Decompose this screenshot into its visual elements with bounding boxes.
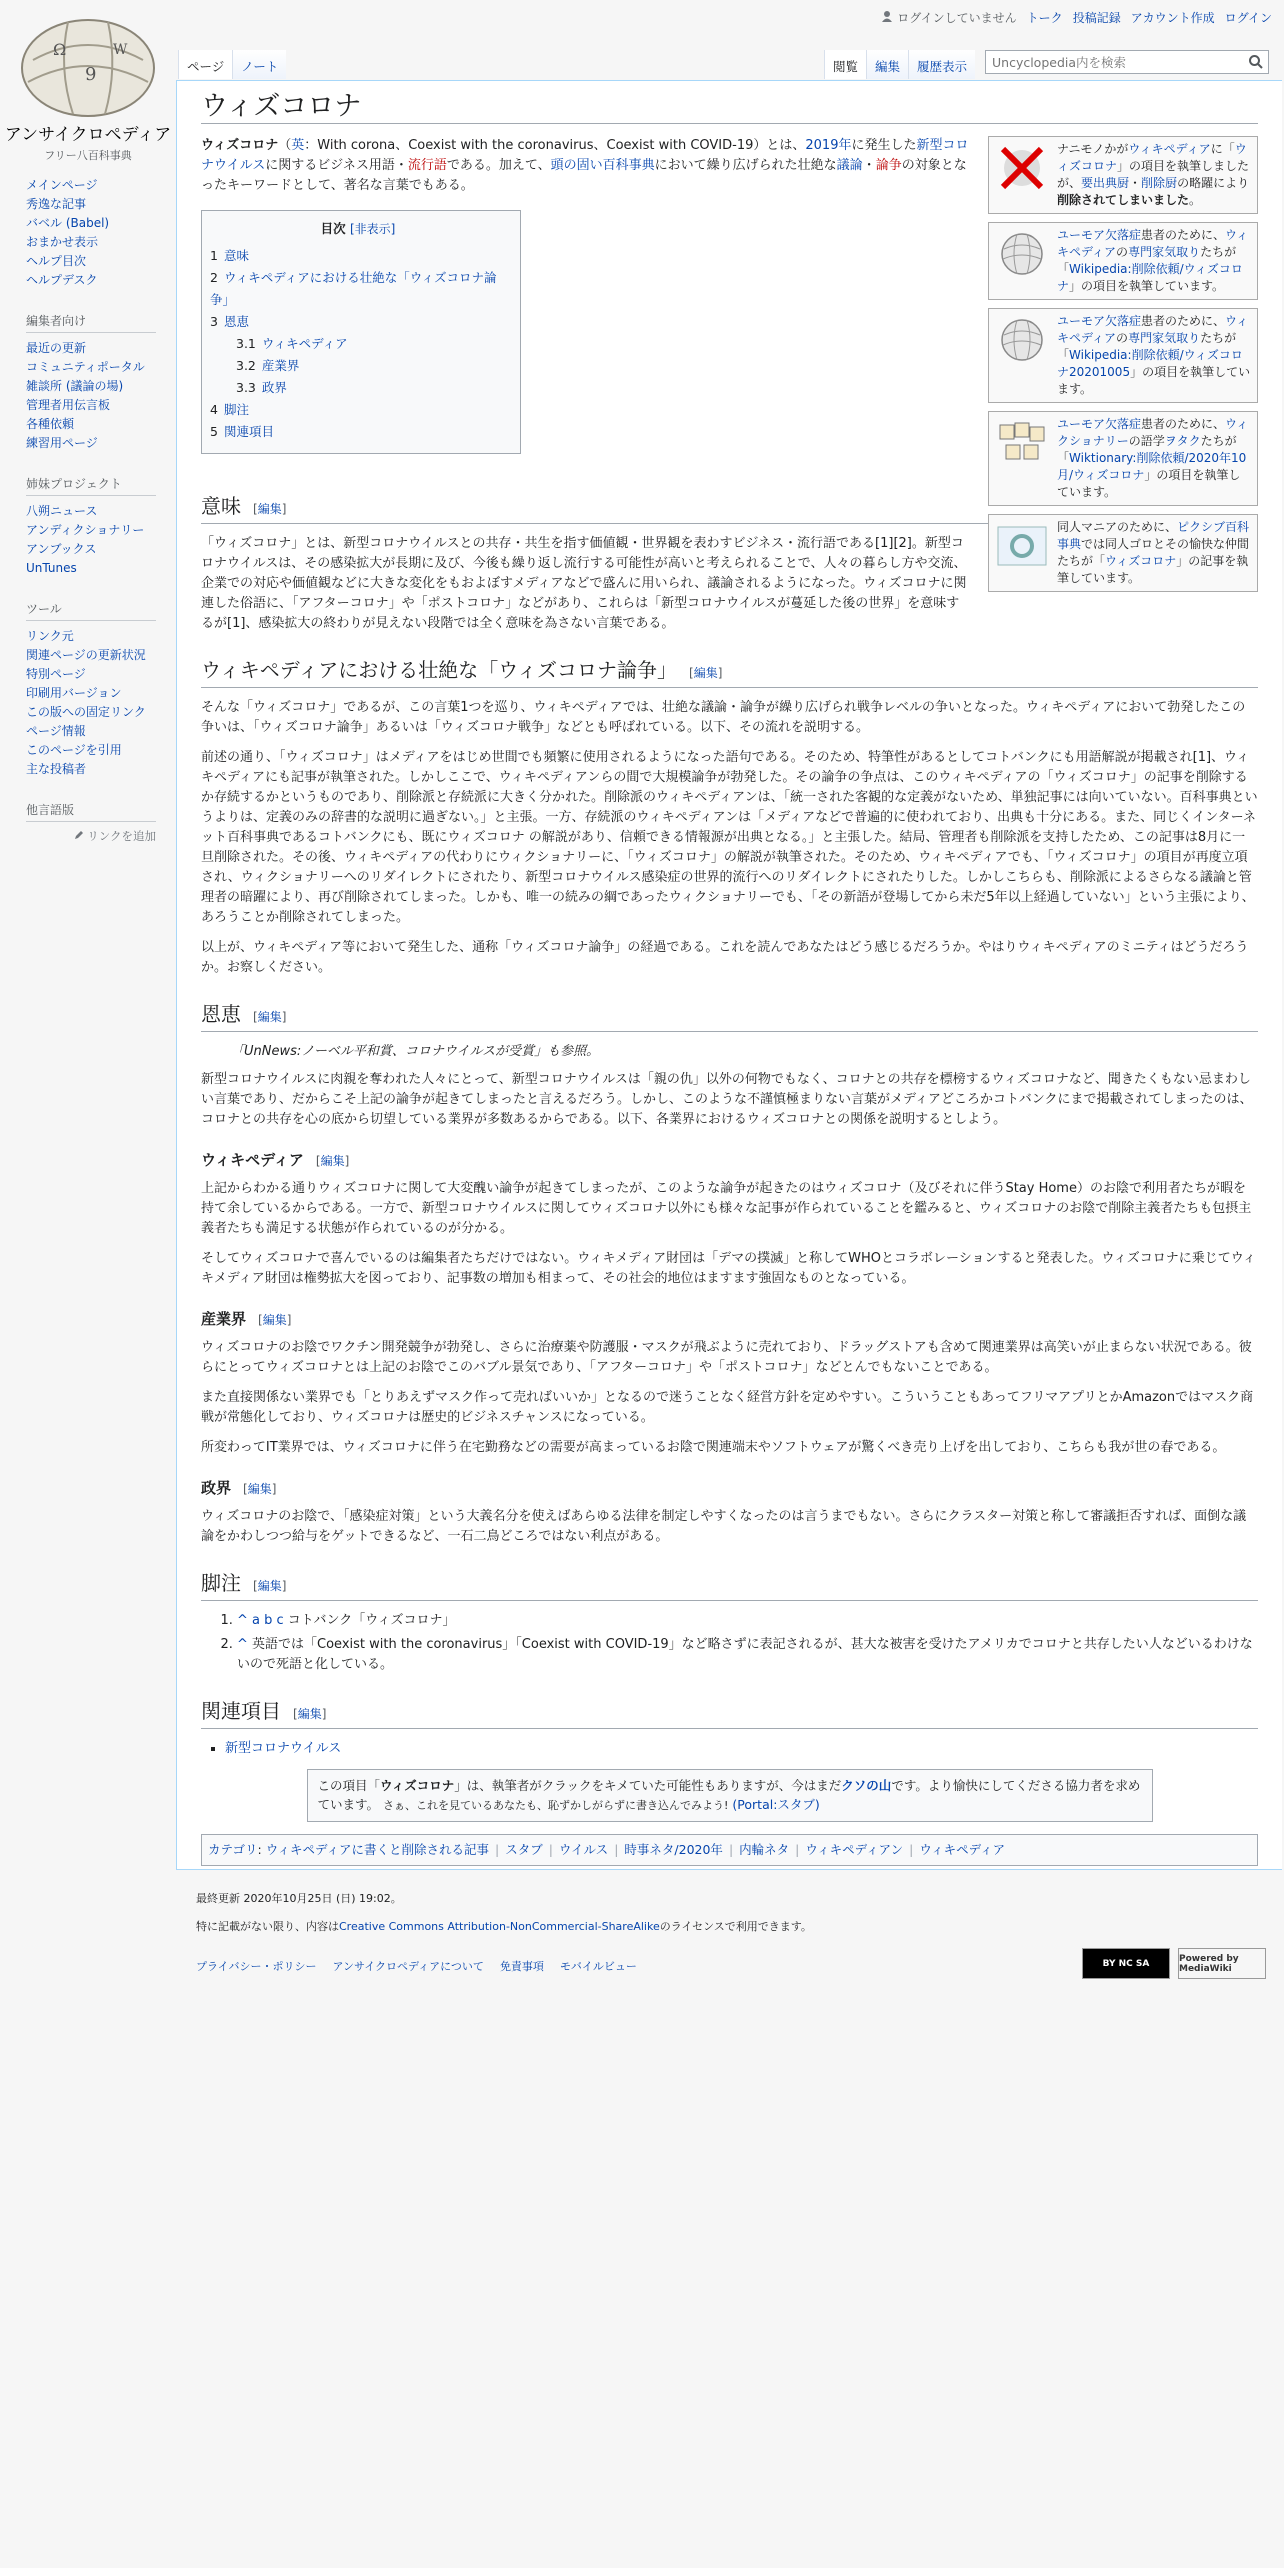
notice-link[interactable]: ウィクショナリー xyxy=(1057,417,1249,448)
category-link[interactable]: ウィキペディアに書くと削除される記事 xyxy=(265,1842,489,1857)
subsection-heading-politics: 政界 [編集] xyxy=(201,1479,277,1497)
dispute-paragraph-2: 前述の通り、「ウィズコロナ」はメディアをはじめ世間でも頻繁に使用されるようになった語句である。そのため、特筆性があるとしてコトバンクにも用語解説が掲載され[1]、ウィキペディアにも記事が執筆された。しかしここで、ウィキペディアンらの間で大規模論争が勃発した。その論争の争点は、このウィキペディアの「ウィズコロナ」の記事を削除するか存続するかというものであり、削除派と存続派に大きく分かれた。削除派のウィキペディアンは、「統一された客観的な定義がないため、単独記事には向いていない。百科事典というよりは、定義のみの辞書的な説明に過ぎない。」と主張。一方、存続派のウィキペディアンは「メディアなどで普遍的に使われており、出典も十分にある。また、同じくインターネット百科事典であるコトバンクにも、既にウィズコロナ の解説があり、信頼できる情報源が出典となる。」と主張した。結局、管理者も削除派を支持したため、この記事は8月に一旦削除された。その後、ウィキペディアの代わりにウィクショナリーに、「ウィズコロナ」の解説が執筆された。そのため、ウィキペディアでも、「ウィズコロナ」の項目が再度立項され、ウィクショナリーへのリダイレクトにされたり、新型コロナウイルス感染症の世界的流行へのリダイレクトにされたりした。しかしこちらも、削除派によるさらなる議論と管理者の暗躍により、再び削除されてしまった。しかも、唯一の続みの綱であったウィクショナリーでも、「その新語が登場してから未だ5年以上経過していない」という主張により、あろうことか削除されてしまった。 xyxy=(201,750,1258,925)
sidebar xyxy=(0,176,176,866)
last-modified: 最終更新 2020年10月25日 (日) 19:02。 xyxy=(196,1892,402,1905)
toc-heading: 目次 xyxy=(320,221,346,236)
hard-encyclopedia-link[interactable]: 頭の固い百科事典 xyxy=(550,158,655,173)
notice-link[interactable]: 専門家気取り xyxy=(1128,331,1201,345)
nav-link[interactable]: おまかせ表示 xyxy=(26,235,99,249)
main-content xyxy=(176,80,1282,1870)
search-input[interactable] xyxy=(986,51,1238,73)
benefit-paragraph: 新型コロナウイルスに肉親を奪われた人々にとって、新型コロナウイルスは「親の仇」以外の何物でもなく、コロナとの共存を標榜するウィズコロナなど、聞きたくもない忌まわしい言葉であり、だからこそ上記の論争が起きてしまったと言えるだろう。しかし、このような不謹慎極まりない言葉がメディアどころかコトバンクにまで掲載されてしまったのは、コロナとの共存を心の底から切望している業界が多数あるからである。以下、各業界におけるウィズコロナとの関係を説明するとしよう。 xyxy=(201,1072,1253,1127)
section-heading-related: 関連項目 [編集] xyxy=(201,1701,1258,1729)
toc-item[interactable] xyxy=(210,399,506,421)
site-logo[interactable] xyxy=(0,0,176,160)
notice-link[interactable]: Wikipedia:削除依頼/ウィズコロナ xyxy=(1057,262,1243,293)
search-box xyxy=(985,50,1269,74)
sidebar-navigation xyxy=(26,176,156,290)
site-name: アンサイクロペディア xyxy=(4,125,172,145)
toc-number: 5 xyxy=(210,424,218,439)
category-link[interactable]: ウイルス xyxy=(558,1842,609,1857)
notice-boxes xyxy=(988,136,1258,600)
year-link[interactable]: 2019年 xyxy=(805,138,852,153)
section-heading-dispute: ウィキペディアにおける壮絶な「ウィズコロナ論争」 [編集] xyxy=(201,660,1258,688)
editors-link[interactable]: コミュニティポータル xyxy=(26,360,145,374)
sister-link[interactable]: UnTunes xyxy=(26,561,77,575)
sidebar-languages xyxy=(26,801,156,844)
personal-tools xyxy=(881,9,1272,26)
notice-link[interactable]: ウィズコロナ xyxy=(1057,142,1247,173)
sidebar-heading: ツール xyxy=(26,600,156,621)
tab-edit[interactable]: 編集 xyxy=(866,50,908,79)
toc-item[interactable] xyxy=(210,355,506,377)
tab-history[interactable]: 履歴表示 xyxy=(908,50,975,79)
user-icon xyxy=(881,10,893,22)
lead-term: ウィズコロナ xyxy=(201,138,279,153)
dispute-paragraph-1: そんな「ウィズコロナ」であるが、この言葉1つを巡り、ウィキペディアでは、壮絶な議論・論争が繰り広げられ戦争レベルの争いとなった。ウィキペディアにおいて勃発したこの争いは、「ウィズコロナ論争」あるいは「ウィズコロナ戦争」などとも呼ばれている。以下、その流れを説明する。 xyxy=(201,700,1246,735)
category-separator: | xyxy=(548,1842,553,1857)
sidebar-item xyxy=(26,396,156,415)
tools-link[interactable]: 印刷用バージョン xyxy=(26,686,122,700)
sidebar-item xyxy=(26,760,156,779)
notice-link[interactable]: ウィズコロナ xyxy=(1105,554,1177,568)
sidebar-tools xyxy=(26,600,156,779)
category-separator: | xyxy=(614,1842,619,1857)
powered-by-mediawiki-badge[interactable]: Powered by MediaWiki xyxy=(1178,1948,1266,1979)
category-separator: | xyxy=(795,1842,800,1857)
sidebar-editors xyxy=(26,312,156,453)
sidebar-item xyxy=(26,502,156,521)
notice-text: ユーモア欠落症患者のために、ウィキペディアの専門家気取りたちが「Wikipedia:削除依頼/ウィズコロナ」の項目を執筆しています。 xyxy=(1057,228,1249,293)
reference-text: 英語では「Coexist with the coronavirus」「Coexist with COVID-19」など略さずに表記されるが、甚大な被害を受けたアメリカでコロナと共存したい人などいるわけないので死語と化している。 xyxy=(237,1637,1253,1672)
footer xyxy=(196,1890,1266,1974)
edit-section-link[interactable]: 編集 xyxy=(247,1482,272,1496)
edit-section-link[interactable]: 編集 xyxy=(297,1707,322,1721)
notice-text: 同人マニアのために、ピクシブ百科事典では同人ゴロとその愉快な仲間たちが「ウィズコロナ」の記事を執筆しています。 xyxy=(1057,520,1250,585)
tools-link[interactable]: このページを引用 xyxy=(26,743,122,757)
license-link[interactable]: Creative Commons Attribution-NonCommercial-ShareAlike xyxy=(339,1920,660,1933)
sidebar-item xyxy=(26,195,156,214)
editors-link[interactable]: 雑談所 (議論の場) xyxy=(26,379,124,393)
nav-link[interactable]: ヘルプ目次 xyxy=(26,254,87,268)
subsection-heading-wikipedia: ウィキペディア [編集] xyxy=(201,1151,350,1169)
industry-paragraph-2: また直接関係ない業界でも「とりあえずマスク作って売ればいいか」となるので迷うことなく経営方針を定めやすい。こういうこともあってフリマアプリとかAmazonではマスク商戦が常態化しており、ウィズコロナは歴史的ビジネスチャンスになっている。 xyxy=(201,1390,1254,1425)
toc-link[interactable]: 恩恵 xyxy=(223,314,249,329)
add-link-label: リンクを追加 xyxy=(87,829,156,843)
sister-link[interactable]: 八朔ニュース xyxy=(26,504,98,518)
section-heading-notes: 脚注 [編集] xyxy=(201,1573,1258,1601)
meaning-paragraph: 「ウィズコロナ」とは、新型コロナウイルスとの共存・共生を指す価値観・世界観を表わすビジネス・流行語である[1][2]。新型コロナウイルスは、その感染拡大が長期に及び、今後も繰り返し流行する可能性が高いと考えられることで、人々の暮らし方や交流、企業での対応や価値観などに大きな変化をもおよぼすメディアなどで盛んに用いられ、議論されるようになった。ウィズコロナに関連した俗語に、「アフターコロナ」や「ポストコロナ」などがあり、これらは「新型コロナウイルスが蔓延した後の世界」を意味するが[1]、感染拡大の終わりが見えない段階では全く意味を為さない言葉である。 xyxy=(201,536,967,631)
sidebar-item xyxy=(26,176,156,195)
debate-link[interactable]: 議論 xyxy=(836,158,863,173)
notice-link[interactable]: ウィキペディア xyxy=(1128,142,1211,156)
pencil-icon xyxy=(74,830,84,840)
notice-link[interactable]: ピクシブ百科事典 xyxy=(1057,520,1250,551)
edit-section-link[interactable]: 編集 xyxy=(257,502,282,516)
svg-text:9: 9 xyxy=(85,64,97,85)
sidebar-item xyxy=(26,233,156,252)
sidebar-item xyxy=(26,665,156,684)
notice-text: ナニモノかがウィキペディアに「ウィズコロナ」の項目を執筆しましたが、要出典厨・削除厨の略躍により削除されてしまいました。 xyxy=(1057,142,1250,207)
notice-box xyxy=(988,411,1258,506)
sidebar-heading: 姉妹プロジェクト xyxy=(26,475,156,496)
footer-link[interactable]: 免責事項 xyxy=(499,1960,544,1973)
related-list xyxy=(201,1739,1258,1759)
wiktionary-icon xyxy=(995,416,1049,470)
category-links: カテゴリ: ウィキペディアに書くと削除される記事 | スタブ | ウイルス | 時事ネタ/2020年 | 内輪ネタ | ウィキペディアン | ウィキペディア xyxy=(201,1834,1258,1866)
nav-link[interactable]: メインページ xyxy=(26,178,98,192)
sidebar-item xyxy=(26,377,156,396)
categories-label[interactable]: カテゴリ xyxy=(208,1842,258,1857)
toc-link[interactable]: 脚注 xyxy=(223,402,249,417)
notice-box xyxy=(988,514,1258,592)
editors-link[interactable]: 各種依頼 xyxy=(26,417,75,431)
category-separator: | xyxy=(494,1842,500,1857)
reference-item xyxy=(237,1635,1258,1675)
lead-paragraph: ウィズコロナ（英：With corona、Coexist with the coronavirus、Coexist with COVID-19）とは、2019年に発生した新型コロナウイルスに関するビジネス用語・流行語である。加えて、頭の固い百科事典において繰り広げられた壮絶な議論・論争の対象となったキーワードとして、著名な言葉でもある。 xyxy=(201,138,969,193)
editors-link[interactable]: 最近の更新 xyxy=(26,341,87,355)
notice-link[interactable]: ヲタク xyxy=(1164,434,1201,448)
anon-user xyxy=(881,9,1016,26)
svg-text:Ω: Ω xyxy=(53,40,67,59)
category-link[interactable]: ウィキペディア xyxy=(919,1842,1006,1857)
search-icon[interactable] xyxy=(1248,54,1264,70)
create-account-link[interactable]: アカウント作成 xyxy=(1130,11,1215,25)
nav-link[interactable]: 秀逸な記事 xyxy=(26,197,87,211)
toc-number: 3.1 xyxy=(236,336,256,351)
sidebar-item xyxy=(26,703,156,722)
notice-box xyxy=(988,136,1258,214)
toc-number: 3.2 xyxy=(236,358,256,373)
toc-item[interactable] xyxy=(210,377,506,399)
toc-item[interactable] xyxy=(210,245,506,267)
sidebar-item xyxy=(26,339,156,358)
stub-strong-link[interactable]: クソの山 xyxy=(841,1778,892,1793)
notice-link[interactable]: ユーモア欠落症 xyxy=(1057,314,1142,328)
politics-paragraph: ウィズコロナのお陰で、「感染症対策」という大義名分を使えばあらゆる法律を制定しやすくなったのは言うまでもない。さらにクラスター対策と称して審議拒否すれば、面倒な議論をかわしつつ給与をゲットできるなど、一石二鳥どころではない利点がある。 xyxy=(201,1509,1247,1544)
not-logged-in-label: ログインしていません xyxy=(897,11,1017,25)
category-separator: | xyxy=(728,1842,734,1857)
toc-number: 1 xyxy=(210,248,218,263)
notice-link[interactable]: 削除厨 xyxy=(1141,176,1178,190)
tools-link[interactable]: ページ情報 xyxy=(26,724,86,738)
toc-title xyxy=(210,219,506,239)
reference-item xyxy=(237,1611,1258,1631)
dispute-link[interactable]: 論争 xyxy=(875,158,902,173)
notice-link[interactable]: ウィキペディア xyxy=(1057,228,1249,259)
puzzle-globe-logo-icon xyxy=(13,10,163,120)
toc-link[interactable]: 関連項目 xyxy=(223,424,274,439)
editors-link[interactable]: 管理者用伝言板 xyxy=(26,398,111,412)
tools-link[interactable]: リンク元 xyxy=(26,629,74,643)
sidebar-sister xyxy=(26,475,156,578)
toc-link[interactable]: 産業界 xyxy=(261,358,300,373)
related-link[interactable]: 新型コロナウイルス xyxy=(225,1741,342,1756)
industry-paragraph-3: 所変わってIT業界では、ウィズコロナに伴う在宅勤務などの需要が高まっているお陰で関連端末やソフトウェアが驚くべき売り上げを出しており、こちらも我が世の春である。 xyxy=(201,1440,1226,1455)
industry-paragraph-1: ウィズコロナのお陰でワクチン開発競争が勃発し、さらに治療薬や防護服・マスクが飛ぶように売れており、ドラッグストアも含めて関連業界は高笑いが止まらない状況である。彼らにとってウィズコロナとは上記のお陰でこのバブル景気であり、「アフターコロナ」や「ポストコロナ」などとんでもないことである。 xyxy=(201,1340,1252,1375)
toc-number: 3 xyxy=(210,314,218,329)
stub-term: ウィズコロナ xyxy=(380,1778,455,1793)
nav-link[interactable]: ヘルプデスク xyxy=(26,273,98,287)
wikipedia-paragraph-2: そしてウィズコロナで喜んでいるのは編集者たちだけではない。ウィキメディア財団は「デマの撲滅」と称してWHOとコラボレーションすると発表した。ウィズコロナに乗じてウィキメディア財団は権勢拡大を図っており、記事数の増加も相まって、その社会的地位はますます強固なものとなっている。 xyxy=(201,1251,1256,1286)
sidebar-item xyxy=(26,214,156,233)
footer-link[interactable]: アンサイクロペディアについて xyxy=(332,1960,484,1973)
cc-license-badge[interactable]: BY NC SA xyxy=(1082,1948,1170,1979)
sidebar-heading: 他言語版 xyxy=(26,801,156,822)
tools-link[interactable]: 特別ページ xyxy=(26,667,86,681)
notice-link[interactable]: ユーモア欠落症 xyxy=(1057,228,1142,242)
contributions-link[interactable]: 投稿記録 xyxy=(1072,11,1121,25)
hatnote: 「UnNews:ノーベル平和賞、コロナウイルスが受賞」も参照。 xyxy=(231,1044,600,1059)
tab-read[interactable]: 閲覧 xyxy=(824,50,866,79)
notice-strong: 削除されてしまいました xyxy=(1057,193,1190,207)
sidebar-item xyxy=(26,521,156,540)
stub-small-text: さぁ、これを見ているあなたも、恥ずかしがらずに書き込んでみよう! xyxy=(383,1799,729,1812)
virus-link[interactable]: 新型コロナウイルス xyxy=(201,138,969,173)
section-heading-meaning: 意味 [編集] xyxy=(201,496,1258,524)
edit-section-link[interactable]: 編集 xyxy=(320,1154,345,1168)
edit-section-link[interactable]: 編集 xyxy=(262,1313,287,1327)
toc-toggle[interactable]: [非表示] xyxy=(350,222,396,236)
toc-number: 2 xyxy=(210,270,218,285)
sidebar-item xyxy=(26,646,156,665)
section-heading-benefit: 恩恵 [編集] xyxy=(201,1004,1258,1032)
toc-link[interactable]: ウィキペディア xyxy=(261,336,348,351)
namespace-tabs xyxy=(178,50,286,79)
notice-link[interactable]: 要出典厨 xyxy=(1081,176,1130,190)
sidebar-item xyxy=(26,741,156,760)
sidebar-item xyxy=(26,415,156,434)
pixiv-icon xyxy=(995,519,1049,573)
notice-text: ユーモア欠落症患者のために、ウィキペディアの専門家気取りたちが「Wikipedia:削除依頼/ウィズコロナ20201005」の項目を執筆しています。 xyxy=(1057,314,1251,396)
portal-stub-link[interactable]: (Portal:スタブ) xyxy=(732,1797,820,1812)
references-list xyxy=(201,1611,1258,1675)
toc-link[interactable]: 意味 xyxy=(223,248,249,263)
tools-link[interactable]: 関連ページの更新状況 xyxy=(26,648,146,662)
sidebar-item xyxy=(26,434,156,453)
license-text: 特に記載がない限り、内容はCreative Commons Attribution-NonCommercial-ShareAlikeのライセンスで利用できます。 xyxy=(196,1920,812,1933)
notice-link[interactable]: 専門家気取り xyxy=(1128,245,1201,259)
add-interlanguage-link[interactable] xyxy=(26,828,156,844)
subsection-heading-industry: 産業界 [編集] xyxy=(201,1310,292,1328)
toc-link[interactable]: 政界 xyxy=(261,380,287,395)
sister-link[interactable]: アンディクショナリー xyxy=(26,523,145,537)
notice-link[interactable]: ユーモア欠落症 xyxy=(1057,417,1142,431)
buzzword-link[interactable]: 流行語 xyxy=(407,158,447,173)
sidebar-item xyxy=(26,358,156,377)
category-link[interactable]: スタブ xyxy=(505,1842,543,1857)
notice-box xyxy=(988,222,1258,300)
wikipedia-globe-icon xyxy=(995,227,1049,281)
site-tagline: フリー八百科事典 xyxy=(44,149,132,162)
editors-link[interactable]: 練習用ページ xyxy=(26,436,98,450)
stub-notice: この項目「ウィズコロナ」は、執筆者がクラックをキメていた可能性もありますが、今はまだクソの山です。より愉快にしてくださる協力者を求めています。 さぁ、これを見ているあなたも、恥ずかしがらずに書き込んでみよう! (Portal:スタブ) xyxy=(307,1769,1153,1822)
related-item xyxy=(225,1739,1258,1759)
category-link[interactable]: 時事ネタ/2020年 xyxy=(624,1842,723,1857)
sidebar-item xyxy=(26,722,156,741)
notice-link[interactable]: Wikipedia:削除依頼/ウィズコロナ20201005 xyxy=(1057,348,1243,379)
dispute-paragraph-3: 以上が、ウィキペディア等において発生した、通称「ウィズコロナ論争」の経過である。これを読んであなたはどう感じるだろうか。やはりウィキペディアのミニティはどうだろうか。お察しください。 xyxy=(201,940,1249,975)
category-separator: | xyxy=(909,1842,914,1857)
reference-text: コトバンク「ウィズコロナ」 xyxy=(287,1613,456,1628)
toc-item[interactable] xyxy=(210,333,506,355)
edit-section-link[interactable]: 編集 xyxy=(257,1579,282,1593)
toc-item[interactable] xyxy=(210,421,506,443)
footer-link[interactable]: モバイルビュー xyxy=(559,1960,637,1973)
wikipedia-paragraph-1: 上記からわかる通りウィズコロナに関して大変醜い論争が起きてしまったが、このような論争が起きたのはウィズコロナ（及びそれに伴うStay Home）のお陰で利用者たちが暇を持て余しているからである。一方で、新型コロナウイルスに関してウィズコロナ以外にも様々な記事が作られていることを鑑みると、ウィズコロナのお陰で削除主義者たちも包摂主義者たちも満足する状態が作られているのが分かる。 xyxy=(201,1181,1252,1236)
toc-number: 3.3 xyxy=(236,380,256,395)
view-tabs xyxy=(824,50,975,79)
page-title: ウィズコロナ xyxy=(201,97,1258,124)
sidebar-item xyxy=(26,271,156,290)
toc-item[interactable] xyxy=(210,311,506,333)
sidebar-item xyxy=(26,540,156,559)
table-of-contents xyxy=(201,210,521,454)
sidebar-heading: 編集者向け xyxy=(26,312,156,333)
talk-link[interactable]: トーク xyxy=(1026,11,1063,25)
toc-item[interactable] xyxy=(210,267,506,311)
tab-talk[interactable]: ノート xyxy=(232,50,286,79)
notice-link[interactable]: ウィキペディア xyxy=(1057,314,1249,345)
footer-badges xyxy=(1082,1948,1266,1979)
backref-link[interactable]: ^ xyxy=(237,1637,253,1652)
deletion-icon xyxy=(995,141,1049,195)
edit-section-link[interactable]: 編集 xyxy=(693,666,718,680)
backref-link[interactable]: ^ a b c xyxy=(237,1613,288,1628)
english-link[interactable]: 英 xyxy=(291,138,305,153)
toc-number: 4 xyxy=(210,402,218,417)
category-link[interactable]: 内輪ネタ xyxy=(739,1842,790,1857)
notice-box xyxy=(988,308,1258,403)
sidebar-item xyxy=(26,559,156,578)
sidebar-item xyxy=(26,684,156,703)
sister-link[interactable]: アンブックス xyxy=(26,542,97,556)
nav-link[interactable]: バベル (Babel) xyxy=(26,216,110,230)
edit-section-link[interactable]: 編集 xyxy=(257,1010,282,1024)
footer-link[interactable]: プライバシー・ポリシー xyxy=(196,1960,317,1973)
login-link[interactable]: ログイン xyxy=(1224,11,1272,25)
sidebar-item xyxy=(26,252,156,271)
notice-text: ユーモア欠落症患者のために、ウィクショナリーの語学ヲタクたちが「Wiktionary:削除依頼/2020年10月/ウィズコロナ」の項目を執筆しています。 xyxy=(1057,417,1249,499)
tab-page[interactable]: ページ xyxy=(178,50,232,79)
notice-link[interactable]: Wiktionary:削除依頼/2020年10月/ウィズコロナ xyxy=(1057,451,1247,482)
category-link[interactable]: ウィキペディアン xyxy=(805,1842,904,1857)
wikipedia-globe-icon xyxy=(995,313,1049,367)
toc-link[interactable]: ウィキペディアにおける壮絶な「ウィズコロナ論争」 xyxy=(210,270,497,307)
tools-link[interactable]: 主な投稿者 xyxy=(26,762,87,776)
svg-text:W: W xyxy=(113,42,128,58)
tools-link[interactable]: この版への固定リンク xyxy=(26,705,146,719)
sidebar-item xyxy=(26,627,156,646)
